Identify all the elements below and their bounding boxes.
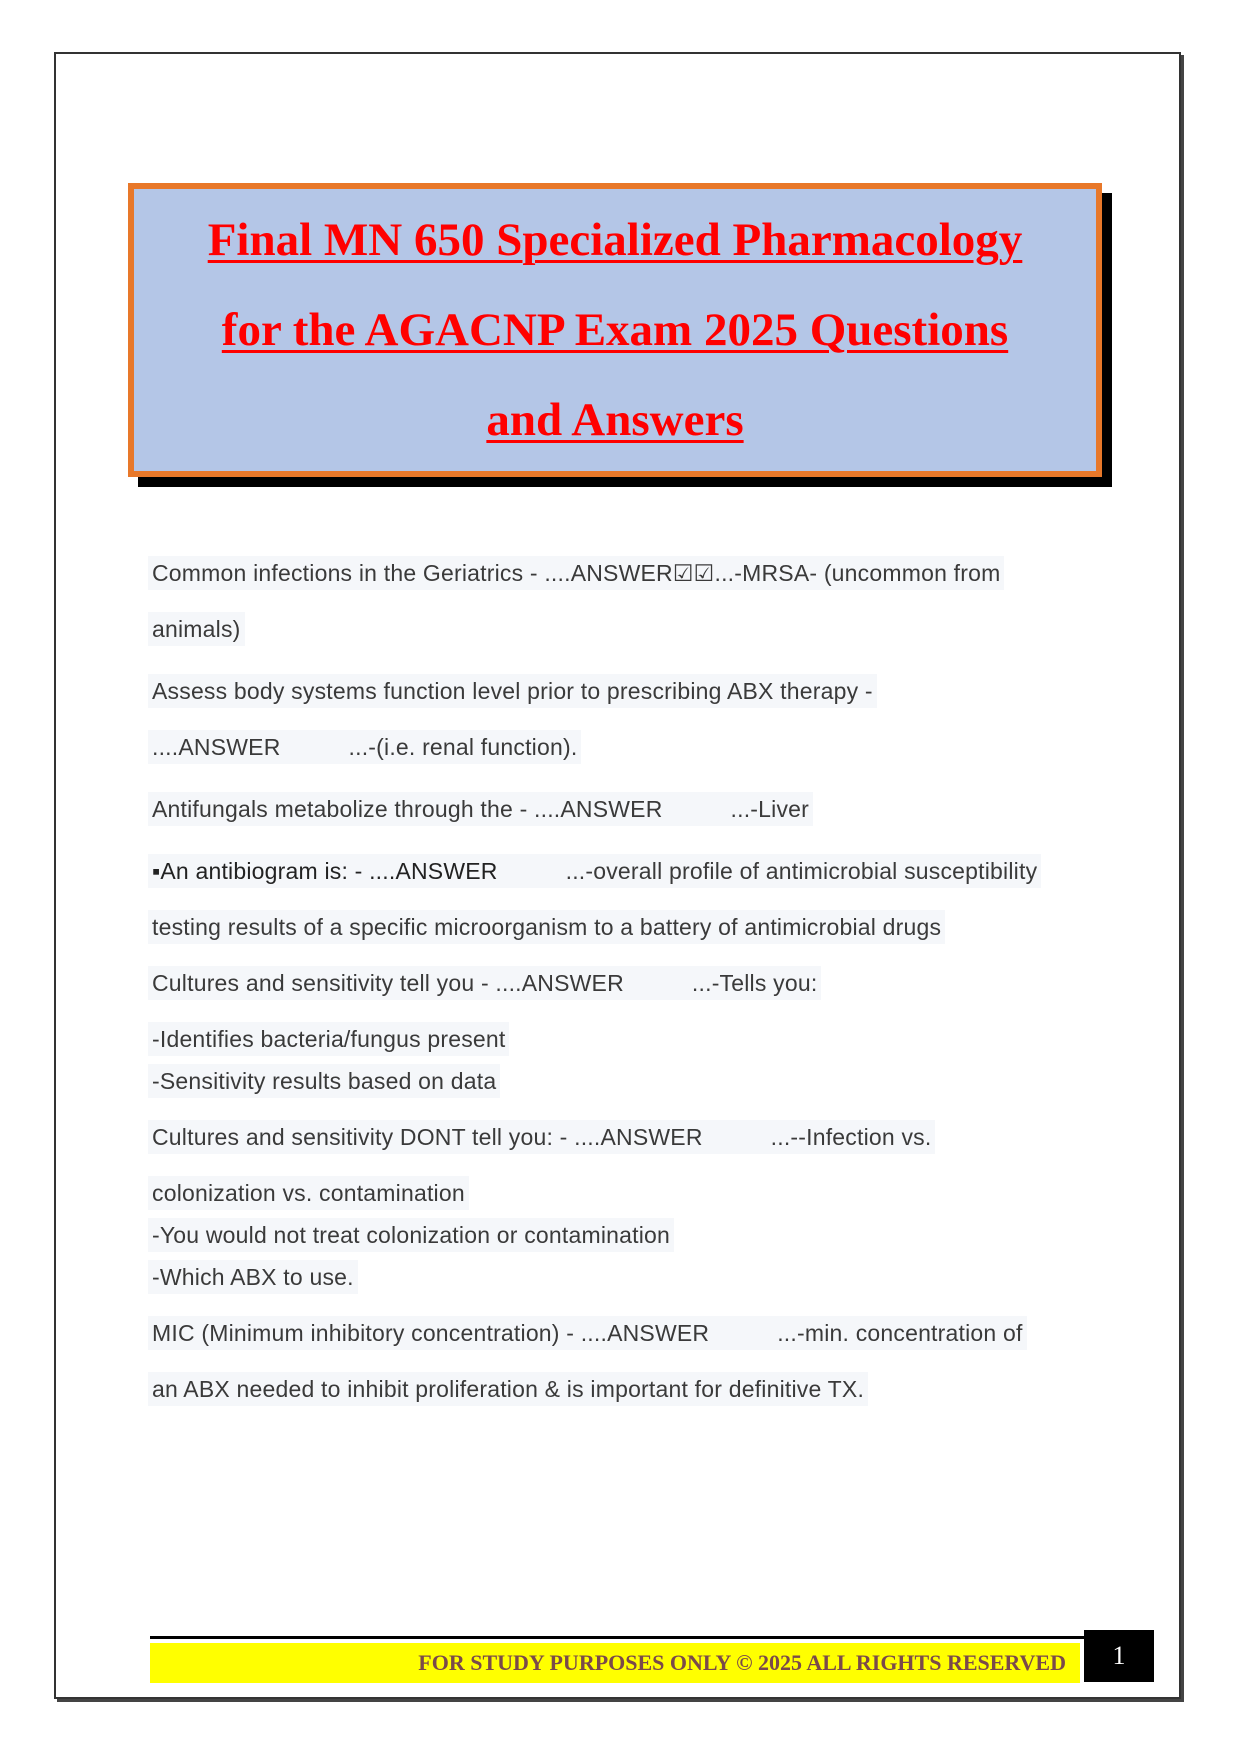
q5-question: Cultures and sensitivity tell you - ....ANSWER [152, 970, 624, 996]
page-number: 1 [1084, 1630, 1154, 1682]
q6-answer: ...--Infection vs. [770, 1124, 932, 1150]
q1-line-1: Common infections in the Geriatrics - ....ANSWER☑☑...-MRSA- (uncommon from [148, 556, 1004, 590]
q7-question: MIC (Minimum inhibitory concentration) - ....ANSWER [152, 1320, 710, 1346]
q7-line-1 [148, 1316, 1027, 1350]
q4-answer: ...-overall profile of antimicrobial susceptibility [565, 858, 1038, 884]
bullet-icon: ▪ [152, 858, 161, 884]
footer-text: FOR STUDY PURPOSES ONLY © 2025 ALL RIGHTS RESERVED [418, 1650, 1066, 1675]
title-line-1: Final MN 650 Specialized Pharmacology [207, 214, 1023, 266]
q3-question: Antifungals metabolize through the - ....ANSWER [152, 796, 663, 822]
qa-content [148, 556, 1098, 1406]
title-banner [128, 183, 1102, 477]
footer-band [150, 1643, 1080, 1683]
q4-line-1 [148, 854, 1041, 888]
q6-line-1 [148, 1120, 935, 1154]
q4-line-2: testing results of a specific microorganism to a battery of antimicrobial drugs [148, 910, 945, 944]
q6-line-3: -You would not treat colonization or contamination [148, 1218, 674, 1252]
q6-question: Cultures and sensitivity DONT tell you: - ....ANSWER [152, 1124, 703, 1150]
q2-line-1: Assess body systems function level prior to prescribing ABX therapy - [148, 674, 877, 708]
q6-line-2: colonization vs. contamination [148, 1176, 469, 1210]
q1-line-2: animals) [148, 612, 245, 646]
q2-answer-label: ....ANSWER [152, 734, 281, 760]
q6-line-4: -Which ABX to use. [148, 1260, 358, 1294]
q3-answer: ...-Liver [730, 796, 810, 822]
title-box [128, 183, 1102, 477]
q5-answer: ...-Tells you: [691, 970, 818, 996]
title-line-2: for the AGACNP Exam 2025 Questions [221, 304, 1009, 356]
q7-answer: ...-min. concentration of [777, 1320, 1023, 1346]
q7-line-2: an ABX needed to inhibit proliferation & is important for definitive TX. [148, 1372, 868, 1406]
footer-rule [150, 1636, 1090, 1639]
q2-line-2 [148, 730, 581, 764]
q5-line-3: -Sensitivity results based on data [148, 1064, 500, 1098]
q4-question: An antibiogram is: - ....ANSWER [160, 858, 498, 884]
q5-line-1 [148, 966, 821, 1000]
q2-answer: ...-(i.e. renal function). [348, 734, 578, 760]
title-line-3: and Answers [486, 394, 744, 446]
q5-line-2: -Identifies bacteria/fungus present [148, 1022, 509, 1056]
q3-line [148, 792, 813, 826]
